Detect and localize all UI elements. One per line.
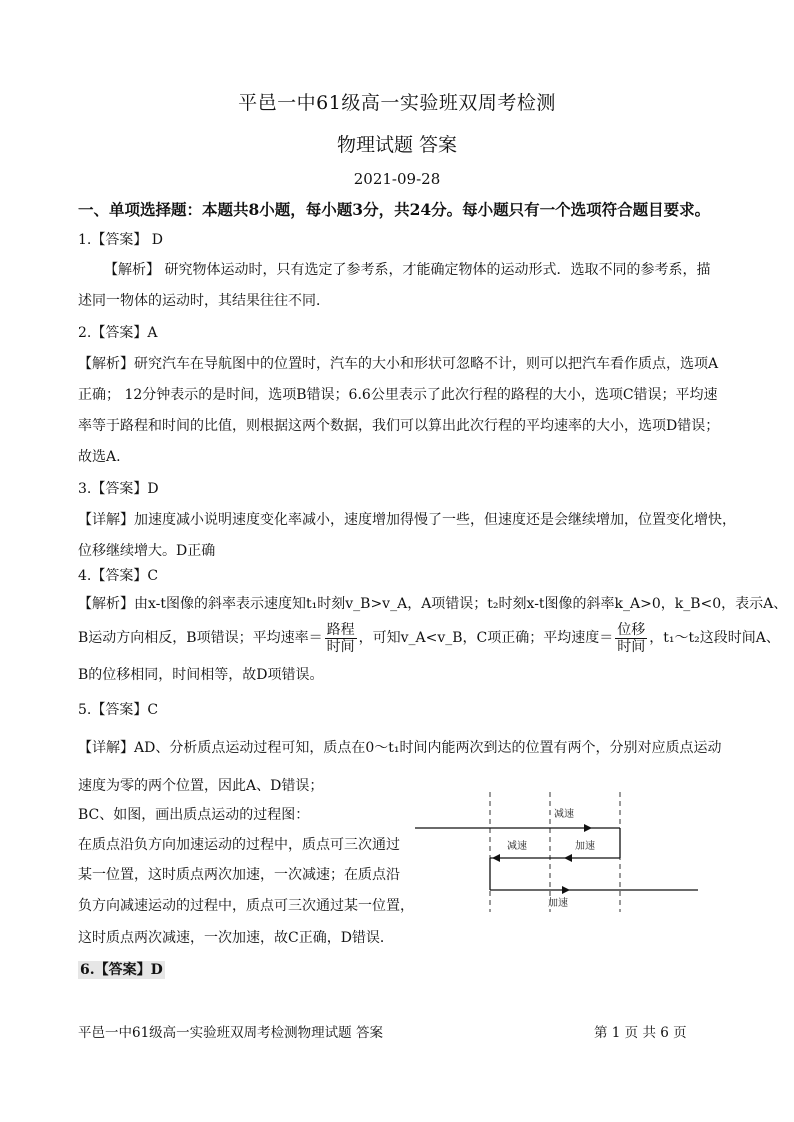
q3-line2: 位移继续增大。D正确 — [78, 543, 216, 559]
q2-line1: 【解析】研究汽车在导航图中的位置时，汽车的大小和形状可忽略不计，则可以把汽车看作质点，选项A — [78, 356, 719, 372]
q4-answer: 4.【答案】C — [78, 568, 159, 584]
arrow-right-icon — [584, 824, 592, 832]
fraction-numerator: 路程 — [326, 621, 355, 638]
q2-line3: 率等于路程和时间的比值，则根据这两个数据，我们可以算出此次行程的平均速率的大小，选项D错误； — [78, 418, 720, 434]
fraction-denominator: 时间 — [617, 638, 646, 655]
q1-answer: 1.【答案】 D — [78, 232, 164, 248]
footer-page-number: 第 1 页 共 6 页 — [594, 1025, 687, 1041]
footer-document-name: 平邑一中61级高一实验班双周考检测物理试题 答案 — [78, 1025, 383, 1041]
q4-line2-part-c: ，t₁～t₂这段时间A、 — [649, 630, 780, 646]
q5-line4: 在质点沿负方向加速运动的过程中，质点可三次通过 — [78, 837, 400, 853]
q5-line3: BC、如图，画出质点运动的过程图： — [78, 807, 310, 823]
q5-line1: 【详解】AD、分析质点运动过程可知，质点在0～t₁时间内能两次到达的位置有两个，分别对应质点运动 — [78, 740, 722, 756]
q4-line2-part-b: ，可知v_A<v_B，C项正确；平均速度＝ — [358, 630, 614, 646]
section-heading-single-choice: 一、单项选择题：本题共8小题，每小题3分，共24分。每小题只有一个选项符合题目要求。 — [78, 200, 711, 219]
q2-line4: 故选A. — [78, 449, 121, 465]
arrow-left-icon — [492, 854, 500, 862]
q5-line6: 负方向减速运动的过程中，质点可三次通过某一位置， — [78, 898, 414, 914]
fraction-displacement-over-time — [615, 622, 647, 655]
q2-line2: 正确； 12分钟表示的是时间，选项B错误；6.6公里表示了此次行程的路程的大小，选项C错误；平均速 — [78, 387, 718, 403]
q1-analysis-line2: 述同一物体的运动时，其结果往往不同． — [78, 293, 330, 309]
motion-process-diagram — [410, 790, 705, 915]
q4-line1: 【解析】由x-t图像的斜率表示速度知t₁时刻v_B>v_A，A项错误；t₂时刻x-t图像的斜率k_A>0，k_B<0，表示A、 — [78, 596, 788, 612]
q6-answer — [78, 963, 165, 977]
q2-answer: 2.【答案】A — [78, 325, 158, 341]
label-bottom-accelerate: 加速 — [548, 898, 568, 909]
q5-answer: 5.【答案】C — [78, 702, 159, 718]
document-title: 平邑一中61级高一实验班双周考检测 — [238, 92, 556, 114]
document-date: 2021-09-28 — [353, 170, 441, 188]
label-middle-decelerate: 减速 — [507, 841, 527, 852]
q1-analysis-line1: 【解析】 研究物体运动时，只有选定了参考系，才能确定物体的运动形式．选取不同的参考系，描 — [104, 262, 711, 278]
label-top-decelerate: 减速 — [554, 809, 574, 820]
q4-line2 — [78, 620, 780, 656]
q6-answer-highlight: 6.【答案】D — [80, 962, 163, 978]
q5-line7: 这时质点两次减速，一次加速，故C正确，D错误． — [78, 930, 394, 946]
fraction-distance-over-time — [325, 622, 357, 655]
q5-line2: 速度为零的两个位置，因此A、D错误； — [78, 778, 324, 794]
q4-line3: B的位移相同，时间相等，故D项错误。 — [78, 667, 324, 683]
q5-line5: 某一位置，这时质点两次加速，一次减速；在质点沿 — [78, 867, 400, 883]
fraction-denominator: 时间 — [326, 638, 355, 655]
document-subtitle: 物理试题 答案 — [336, 134, 458, 156]
q3-line1: 【详解】加速度减小说明速度变化率减小，速度增加得慢了一些，但速度还是会继续增加，位置变化增快， — [78, 512, 736, 528]
fraction-numerator: 位移 — [617, 621, 646, 638]
q3-answer: 3.【答案】D — [78, 481, 159, 497]
arrow-left-icon — [564, 854, 572, 862]
q4-line2-part-a: B运动方向相反，B项错误；平均速率＝ — [78, 630, 323, 646]
arrow-right-icon — [562, 886, 570, 894]
label-middle-accelerate: 加速 — [575, 841, 595, 852]
